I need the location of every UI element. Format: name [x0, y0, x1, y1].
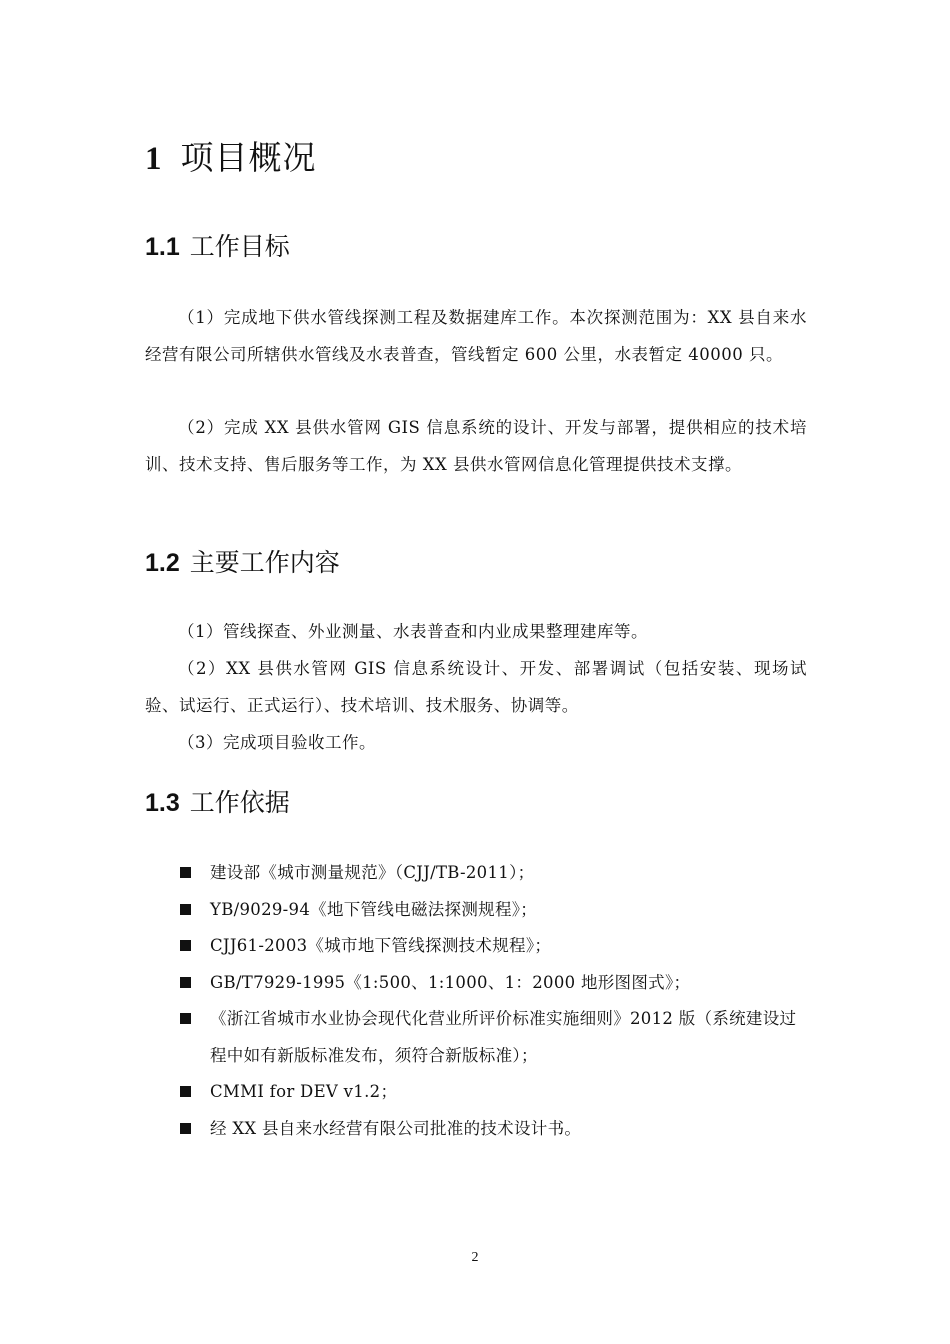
section-title: 主要工作内容 [189, 548, 340, 577]
list-item-text: YB/9029-94《地下管线电磁法探测规程》； [210, 899, 538, 919]
list-item-text: CJJ61-2003《城市地下管线探测技术规程》； [210, 936, 552, 955]
section-number: 1.3 [145, 789, 180, 817]
list-item-text: GB/T7929-1995《1:500、1:1000、1：2000 地形图图式》； [210, 972, 691, 992]
section-heading-1-1 [145, 230, 290, 264]
square-bullet-icon [180, 904, 191, 915]
page-number: 2 [471, 1250, 479, 1265]
section-title: 工作依据 [189, 788, 290, 817]
list-item [178, 1111, 810, 1148]
chapter-heading [145, 136, 317, 181]
section-title: 工作目标 [189, 232, 290, 261]
chapter-title: 项目概况 [180, 138, 317, 177]
section-heading-1-2 [145, 546, 340, 580]
paragraph: （1）完成地下供水管线探测工程及数据建库工作。本次探测范围为：XX 县自来水经营有限公司所辖供水管线及水表普查，管线暂定 600 公里，水表暂定 40000 只。 [145, 308, 807, 364]
square-bullet-icon [180, 940, 191, 951]
section-number: 1.2 [145, 549, 180, 577]
paragraph: （2）完成 XX 县供水管网 GIS 信息系统的设计、开发与部署，提供相应的技术培训、技术支持、售后服务等工作，为 XX 县供水管网信息化管理提供技术支撑。 [145, 418, 807, 474]
square-bullet-icon [180, 1123, 191, 1134]
list-item [178, 892, 810, 929]
list-item [178, 965, 810, 1002]
paragraph: （3）完成项目验收工作。 [178, 733, 376, 752]
list-item [178, 1074, 810, 1111]
square-bullet-icon [180, 977, 191, 988]
paragraph: （2）XX 县供水管网 GIS 信息系统设计、开发、部署调试（包括安装、现场试验、试运行、正式运行）、技术培训、技术服务、协调等。 [145, 659, 807, 715]
list-item-text: CMMI for DEV v1.2； [210, 1082, 398, 1101]
list-item [178, 1001, 810, 1074]
section-heading-1-3 [145, 786, 290, 820]
square-bullet-icon [180, 1086, 191, 1097]
square-bullet-icon [180, 1013, 191, 1024]
chapter-number: 1 [145, 141, 163, 177]
list-item-text: 建设部《城市测量规范》（CJJ/TB-2011）； [210, 863, 535, 882]
section-number: 1.1 [145, 233, 180, 261]
square-bullet-icon [180, 867, 191, 878]
list-item [178, 855, 810, 892]
list-item-text: 经 XX 县自来水经营有限公司批准的技术设计书。 [210, 1118, 582, 1138]
paragraph: （1）管线探查、外业测量、水表普查和内业成果整理建库等。 [178, 622, 648, 641]
list-item [178, 928, 810, 965]
reference-list [178, 855, 810, 1147]
list-item-text: 《浙江省城市水业协会现代化营业所评价标准实施细则》2012 版（系统建设过程中如有新版标准发布，须符合新版标准）； [210, 1009, 797, 1065]
